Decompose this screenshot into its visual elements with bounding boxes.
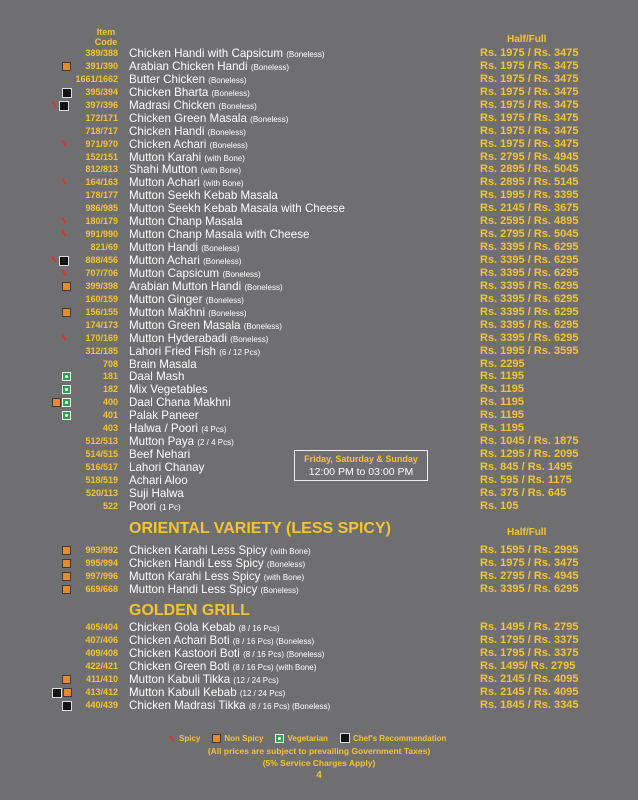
item-note: (8 / 16 Pcs) (Boneless) [243,649,325,659]
item-code: 180/179 [85,216,118,227]
menu-item-row [0,673,638,686]
item-title: Chicken Green Boti [129,659,230,673]
item-name [129,487,184,500]
item-code: 971/970 [85,138,118,149]
item-code: 514/515 [85,449,118,460]
item-name [129,660,316,674]
item-note: (1 Pc) [159,502,181,512]
menu-item-row [0,60,638,73]
item-code: 405/404 [85,622,118,632]
menu-item-row [0,370,638,383]
item-name [129,474,188,487]
item-name [129,47,325,61]
item-title: Mutton Handi Less Spicy [129,582,258,596]
menu-item-row [0,422,638,435]
item-title: Chicken Handi with Capsicum [129,47,284,60]
item-title: Chicken Achari Boti [129,633,230,647]
item-price: Rs. 1595 / Rs. 2995 [480,544,579,556]
item-price: Rs. 2795 / Rs. 4945 [480,150,579,163]
item-price: Rs. 3395 / Rs. 6295 [480,582,579,595]
item-price: Rs. 1975 / Rs. 3475 [480,85,579,98]
legend-veg: Vegetarian [275,734,327,743]
item-code: 407/406 [85,634,118,645]
item-name [129,112,288,126]
item-price: Rs. 1295 / Rs. 2095 [480,448,579,461]
item-price: Rs. 1495/ Rs. 2795 [480,659,576,672]
item-title: Lahori Fried Fish [129,344,216,358]
item-price: Rs. 3395 / Rs. 6295 [480,266,579,279]
item-name [129,634,314,648]
item-price: Rs. 2145 / Rs. 3675 [480,202,579,215]
item-code: 812/813 [85,164,118,175]
item-note: (Boneless) [243,321,282,331]
item-note: (8 / 16 Pcs) (Boneless) [232,636,315,646]
item-title: Mutton Kabuli Kebab [129,685,237,699]
menu-item-row [0,647,638,660]
item-title: Chicken Handi [129,124,205,138]
item-name [129,673,279,687]
item-code: 156/155 [85,306,118,317]
menu-item-row [0,112,638,125]
item-name [129,189,278,202]
item-price: Rs. 2145 / Rs. 4095 [480,685,579,698]
item-price: Rs. 1975 / Rs. 3475 [480,137,579,150]
item-note: (Boneless) [250,114,289,124]
item-note: (Boneless) [244,282,283,292]
item-name [129,422,227,436]
item-title: Palak Paneer [129,409,199,423]
item-code: 391/390 [85,60,118,71]
item-name [129,383,208,396]
item-code: 997/996 [85,570,118,581]
item-note: (Boneless) [209,140,248,150]
item-title: Mutton Capsicum [129,266,220,280]
menu-item-row [0,570,638,583]
item-price: Rs. 1195 [480,422,525,435]
spicy-icon [51,256,56,263]
item-price: Rs. 2795 / Rs. 5045 [480,228,579,241]
item-price: Rs. 845 / Rs. 1495 [480,461,573,473]
grill-section-title: GOLDEN GRILL [129,602,250,619]
item-note: (Boneless) [203,257,242,266]
item-price: Rs. 595 / Rs. 1175 [480,473,572,486]
item-price: Rs. 3395 / Rs. 6295 [480,305,579,318]
item-name [129,448,190,461]
item-note: (Boneless) [260,585,299,595]
page-number: 4 [316,770,322,781]
item-title: Beef Nehari [129,448,191,462]
item-name [129,570,304,584]
menu-item-row [0,189,638,202]
item-title: Mutton Achari [129,254,200,267]
item-name [129,583,299,597]
item-code: 172/171 [85,112,118,123]
item-price: Rs. 1975 / Rs. 3475 [480,59,579,72]
menu-item-row [0,660,638,673]
item-note: (Boneless) [250,62,290,72]
item-name [129,544,311,558]
notice-time: 12:00 PM to 03:00 PM [308,466,414,478]
item-price: Rs. 3395 / Rs. 6295 [480,331,579,344]
item-name [129,306,247,320]
item-name [129,254,241,268]
item-name [129,176,244,190]
item-price: Rs. 2595 / Rs. 4895 [480,215,579,228]
item-title: Mutton Karahi Less Spicy [129,569,261,583]
menu-item-row [0,319,638,332]
item-name [129,215,242,228]
item-price: Rs. 1995 / Rs. 3395 [480,189,579,202]
legend [170,733,470,743]
menu-item-row [0,396,638,409]
item-name [129,396,231,409]
menu-item-row [0,686,638,699]
item-title: Suji Halwa [129,486,184,500]
menu-item-row [0,544,638,557]
chef-hat-icon [340,733,350,743]
item-title: Mutton Makhni [129,305,206,319]
item-price: Rs. 1195 [480,396,525,409]
item-code: 399/398 [85,280,118,291]
item-title: Chicken Achari [129,137,207,151]
item-name [129,699,330,713]
menu-item-row [0,634,638,647]
item-code: 413/412 [85,686,118,697]
item-name [129,500,181,514]
item-price: Rs. 105 [480,499,519,512]
item-title: Mutton Handi [129,241,198,255]
item-note: (12 / 24 Pcs) [239,688,286,698]
grill-menu-list [0,621,638,712]
item-code: 669/668 [85,583,118,594]
menu-item-row [0,306,638,319]
item-title: Mutton Hyderabadi [129,331,227,345]
item-note: (Boneless) [211,88,250,98]
item-code: 395/394 [85,86,118,97]
item-code: 821/69 [90,242,118,253]
item-code: 160/159 [85,293,118,304]
item-title: Poori [129,499,157,513]
vegetarian-icon [275,734,284,743]
item-code: 440/439 [85,699,118,710]
menu-item-row [0,125,638,138]
item-note: (with Bone) [200,166,242,176]
oriental-menu-list [0,544,638,596]
item-price: Rs. 1195 [480,409,525,422]
item-note: (Boneless) [208,308,247,318]
item-note: (with Bone) [203,179,244,189]
menu-item-row [0,332,638,345]
item-title: Chicken Gola Kebab [129,621,236,634]
item-code: 708 [102,358,118,369]
menu-item-row [0,557,638,570]
item-title: Mutton Kabuli Tikka [129,672,231,686]
item-name [129,461,204,474]
menu-item-row [0,267,638,280]
item-title: Mix Vegetables [129,383,208,397]
item-title: Butter Chicken [129,72,206,86]
item-name [129,358,197,371]
item-title: Mutton Green Masala [129,318,241,332]
item-code: 170/169 [85,332,118,343]
item-code: 174/173 [85,319,118,330]
item-code: 422/421 [85,660,118,671]
item-note: (12 / 24 Pcs) [233,675,279,685]
item-name [129,332,268,346]
item-title: Chicken Karahi Less Spicy [129,544,267,557]
item-name [129,125,246,139]
item-code: 401 [102,410,118,421]
item-price: Rs. 1975 / Rs. 3475 [480,72,579,85]
menu-item-row [0,47,638,60]
item-code: 986/985 [85,203,118,214]
item-name [129,202,345,215]
item-code: 520/113 [85,487,118,498]
item-price: Rs. 3395 / Rs. 6295 [480,292,579,305]
item-title: Daal Chana Makhni [129,396,231,410]
legend-spicy: Spicy [170,734,200,743]
item-title: Chicken Handi Less Spicy [129,556,264,570]
item-price: Rs. 1995 / Rs. 3595 [480,344,579,357]
item-name [129,267,261,281]
oriental-section-title: ORIENTAL VARIETY (LESS SPICY) [129,520,391,537]
menu-item-row [0,215,638,228]
item-note: (Boneless) [218,101,257,111]
item-title: Shahi Mutton [129,163,198,177]
item-price: Rs. 1195 [480,383,525,396]
service-note: (5% Service Charges Apply) [262,758,376,768]
menu-item-row [0,435,638,448]
item-code: 718/717 [85,125,118,136]
item-price: Rs. 375 / Rs. 645 [480,486,567,499]
item-price: Rs. 1975 / Rs. 3475 [480,47,579,59]
item-price: Rs. 1045 / Rs. 1875 [480,435,579,448]
item-note: (8 / 16 Pcs) [238,624,280,633]
item-code: 993/992 [85,545,118,555]
item-note: (Boneless) [266,559,306,569]
item-name [129,280,283,294]
item-price: Rs. 1975 / Rs. 3475 [480,98,579,111]
menu-item-row [0,487,638,500]
item-title: Mutton Paya [129,435,195,449]
item-note: (Boneless) [208,75,247,85]
item-name [129,138,248,152]
menu-item-row [0,241,638,254]
item-title: Mutton Seekh Kebab Masala [129,189,278,203]
item-code: 512/513 [85,436,118,447]
item-price: Rs. 1195 [480,370,525,383]
item-title: Arabian Chicken Handi [129,59,248,73]
menu-item-row [0,358,638,371]
item-name [129,151,245,165]
menu-item-row [0,228,638,241]
item-name [129,293,244,307]
menu-item-row [0,409,638,422]
item-name [129,163,241,177]
item-code: 522 [102,500,118,511]
item-title: Mutton Karahi [129,150,202,164]
item-title: Achari Aloo [129,473,188,487]
item-title: Chicken Green Masala [129,111,247,125]
item-price: Rs. 3395 / Rs. 6295 [480,254,579,266]
item-price: Rs. 2295 [480,357,525,370]
notice-days: Friday, Saturday & Sunday [304,454,418,464]
main-menu-list [0,47,638,513]
half-full-header: Half/Full [507,34,547,45]
menu-item-row [0,254,638,267]
item-code: 164/163 [85,177,118,188]
item-note: (Boneless) [201,244,240,254]
menu-item-row [0,383,638,396]
item-code: 516/517 [85,462,118,472]
weekend-notice [294,450,428,481]
item-name [129,73,247,87]
item-note: (4 Pcs) [201,425,227,435]
item-name [129,228,309,241]
item-code: 411/410 [85,673,118,684]
item-price: Rs. 1795 / Rs. 3375 [480,633,579,646]
item-code: 991/990 [85,229,118,240]
item-note: (Boneless) [207,127,246,137]
spicy-icon [169,735,174,742]
item-code: 518/519 [85,474,118,485]
item-title: Brain Masala [129,357,197,371]
item-name [129,621,279,635]
item-code: 1661/1662 [75,73,118,84]
menu-item-row [0,583,638,596]
item-price: Rs. 2795 / Rs. 4945 [480,569,579,582]
legend-chef: Chef's Recommendation [340,733,446,743]
item-name [129,345,260,359]
item-name [129,557,305,571]
item-code: 312/185 [85,345,118,356]
item-note: (8 / 16 Pcs) (Boneless) [248,701,331,711]
item-title: Mutton Chanp Masala [129,215,243,229]
item-code: 182 [102,384,118,395]
item-note: (Boneless) [230,334,269,344]
item-code: 397/396 [85,99,118,110]
item-code: 403 [102,423,118,434]
item-code: 181 [102,371,118,382]
item-name [129,99,257,113]
item-note: (Boneless) [286,50,325,59]
item-price: Rs. 3395 / Rs. 6295 [480,318,579,331]
item-title: Lahori Chanay [129,461,205,474]
item-name [129,435,234,449]
item-note: (Boneless) [205,295,244,305]
item-code: 995/994 [85,557,118,568]
menu-item-row [0,202,638,215]
menu-item-row [0,280,638,293]
item-note: (with Bone) [270,547,311,556]
menu-item-row [0,73,638,86]
tax-note: (All prices are subject to prevailing Government Taxes) [207,746,431,756]
item-price: Rs. 1845 / Rs. 3345 [480,698,579,711]
menu-item-row [0,293,638,306]
item-name [129,86,250,100]
menu-item-row [0,699,638,712]
item-note: (2 / 4 Pcs) [197,438,234,448]
item-price: Rs. 2145 / Rs. 4095 [480,672,579,685]
item-price: Rs. 1495 / Rs. 2795 [480,621,579,633]
item-title: Madrasi Chicken [129,98,216,112]
item-name [129,60,289,74]
item-title: Chicken Madrasi Tikka [129,698,246,712]
item-price: Rs. 1975 / Rs. 3475 [480,124,579,137]
menu-item-row [0,86,638,99]
item-price: Rs. 3395 / Rs. 6295 [480,279,579,292]
item-code: 178/177 [85,190,118,201]
item-code: 707/706 [85,267,118,278]
item-code: 409/408 [85,647,118,658]
menu-item-row [0,138,638,151]
menu-item-row [0,621,638,634]
item-name [129,241,239,255]
item-price: Rs. 2895 / Rs. 5045 [480,163,579,176]
menu-item-row [0,176,638,189]
item-title: Chicken Kastoori Boti [129,646,240,660]
item-price: Rs. 1795 / Rs. 3375 [480,646,579,659]
item-title: Mutton Ginger [129,292,203,306]
menu-item-row [0,99,638,112]
item-price: Rs. 1975 / Rs. 3475 [480,556,579,569]
item-price: Rs. 2895 / Rs. 5145 [480,176,579,189]
item-name [129,686,285,700]
item-code-header: Item Code [94,27,118,47]
item-name [129,409,199,422]
item-code: 888/456 [85,255,118,265]
item-title: Mutton Chanp Masala with Cheese [129,228,310,242]
spicy-icon [51,101,56,108]
item-note: (Boneless) [222,269,261,279]
item-note: (with Bone) [204,153,245,163]
item-title: Chicken Bharta [129,85,209,99]
item-title: Mutton Seekh Kebab Masala with Cheese [129,202,345,216]
item-code: 152/151 [85,151,118,162]
menu-item-row [0,163,638,176]
item-price: Rs. 3395 / Rs. 6295 [480,241,579,254]
non-spicy-icon [212,734,221,743]
menu-item-row [0,345,638,358]
item-note: (8 / 16 Pcs) (with Bone) [232,662,317,672]
menu-item-row [0,151,638,164]
item-title: Mutton Achari [129,176,200,190]
menu-item-row [0,500,638,513]
item-note: (with Bone) [263,572,305,582]
item-title: Daal Mash [129,370,185,384]
item-code: 400 [102,397,118,408]
item-name [129,319,282,333]
item-name [129,647,324,661]
item-note: (6 / 12 Pcs) [219,347,261,357]
legend-non-spicy: Non Spicy [212,734,263,743]
item-title: Arabian Mutton Handi [129,279,242,293]
item-title: Halwa / Poori [129,422,198,436]
oriental-half-full-header: Half/Full [507,527,547,538]
item-price: Rs. 1975 / Rs. 3475 [480,111,579,124]
item-code: 389/388 [85,48,118,58]
item-name [129,370,184,383]
